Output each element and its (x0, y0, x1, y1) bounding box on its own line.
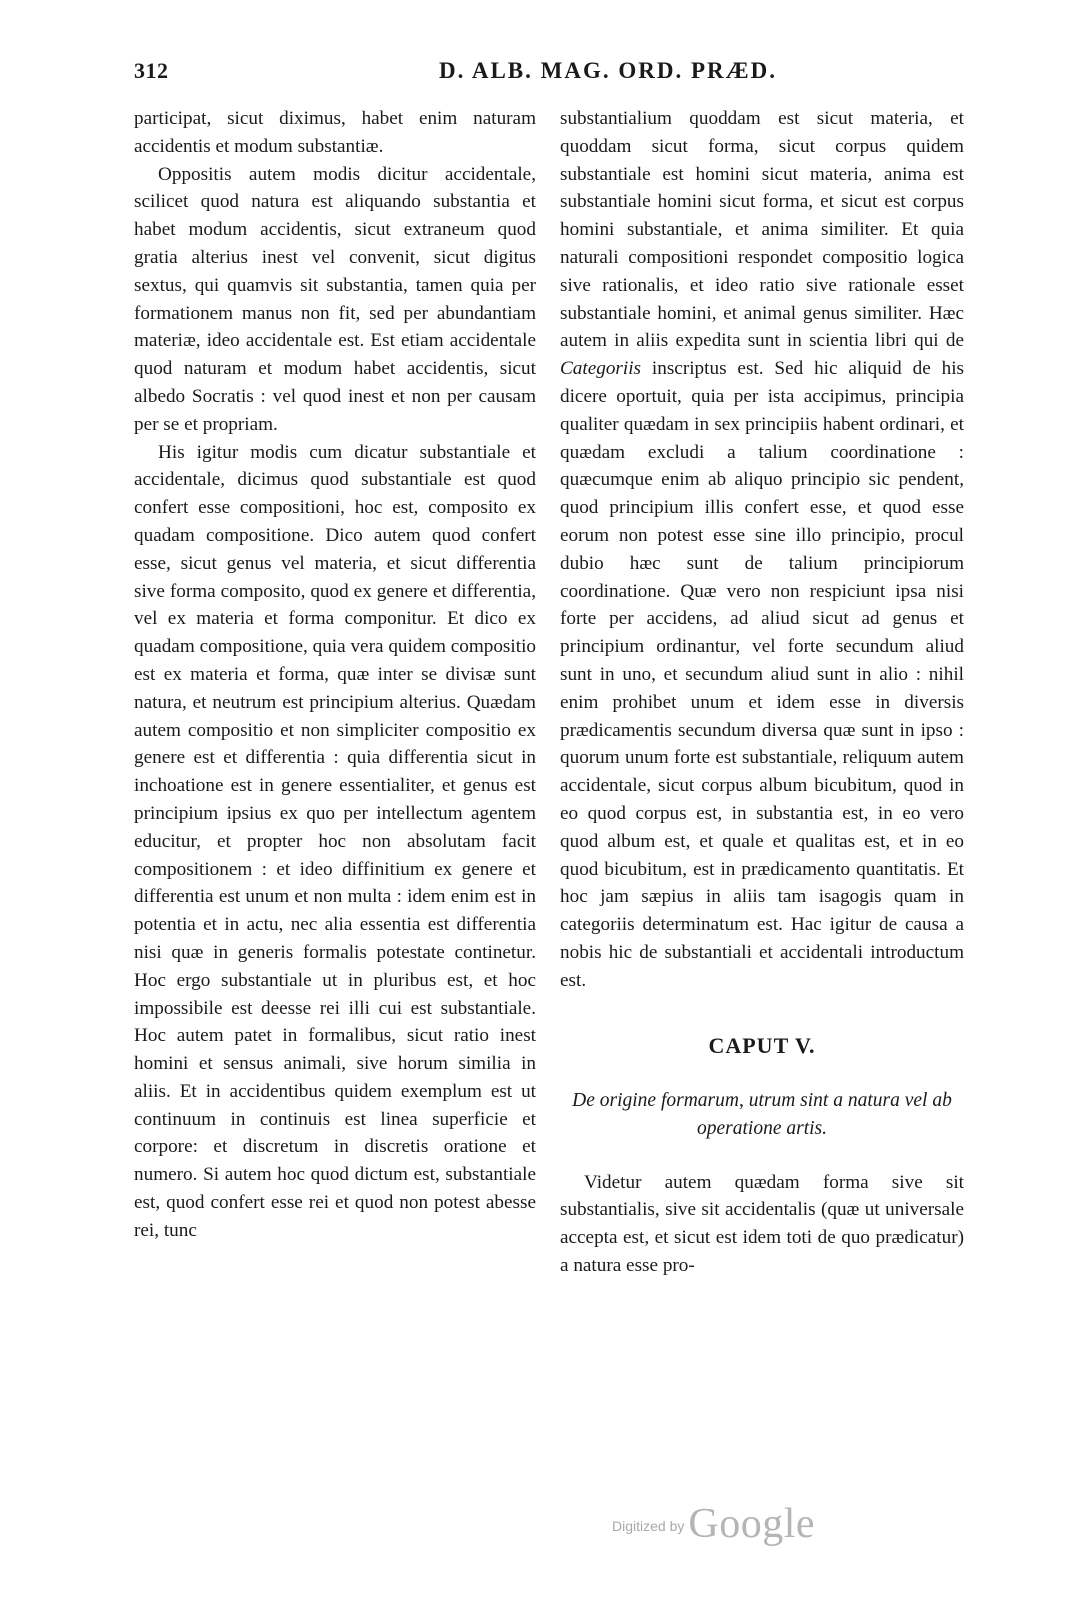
paragraph: His igitur modis cum dicatur substantiale et accidentale, dicimus quod substantiale est quod confert esse compositioni, hoc est, composito ex quadam compositione. Dico autem quod confert esse, sicut genus vel materia, et sicut differentia sive forma composito, quod ex genere et differentia, vel ex materia et forma componitur. Et dico ex quadam compositione, quia vera quidem compositio est ex materia et forma, quæ inter se divisæ sunt natura, et neutrum est principium alterius. Quædam autem compositio et non simpliciter compositio ex genere est et differentia : quia differentia sicut in inchoatione est in genere essentialiter, et genus est principium ipsius ex quo per intellectum agentem educitur, et propter hoc non absolutam facit compositionem : et ideo diffinitium ex genere et differentia est unum et non multa : idem enim est in potentia et in actu, nec alia essentia est differentia nisi quæ in generis formalis potestate continetur. Hoc ergo substantiale ut in pluribus est, et hoc impossibile est deesse rei illi cui est substantiale. Hoc autem patet in formalibus, sicut ratio inest homini et sensus animali, sive horum similia in aliis. Et in accidentibus quidem exemplum est ut continuum in continuis est linea superficie et corpore: et discretum in discretis oratione et numero. Si autem hoc quod dictum est, substantiale est, quod confert esse rei et quod non potest abesse rei, tunc (134, 441, 536, 1241)
left-column (134, 105, 536, 1245)
paragraph-text: substantialium quoddam est sicut materia, et quoddam sicut forma, sicut corpus quidem substantiale est homini sicut materia, anima est substantiale homini sicut forma, et sicut est corpus homini substantiale, et anima similiter. Et quia naturali compositioni respondet compositio logica sive rationalis, et ideo ratio sive rationale esset substantiale homini, et animal genus similiter. Hæc autem in aliis expedita sunt in scientia libri qui de (560, 108, 964, 352)
paragraph (560, 105, 964, 995)
running-head: D. ALB. MAG. ORD. PRÆD. (439, 58, 777, 83)
paragraph: Oppositis autem modis dicitur accidentale, scilicet quod natura est aliquando substantia et habet modum accidentis, sicut extraneum quod gratia alterius inest vel convenit, sicut digitus sextus, qui quamvis sit substantia, tamen quia per formationem manus non fit, sed per abundantiam materiæ, ideo accidentale est. Est etiam accidentale quod naturam et modum habet accidentis, sicut albedo Socratis : vel quod inest et non per causam per se et propriam. (134, 163, 536, 435)
chapter-title: CAPUT V. (708, 1032, 816, 1058)
google-logo: Google (688, 1501, 816, 1547)
paragraph: Videtur autem quædam forma sive sit substantialis, sive sit accidentalis (quæ ut universale accepta est, et sicut est idem toti de quo prædicatur) a natura esse pro- (560, 1171, 964, 1276)
page-header (134, 58, 962, 90)
italic-work-title: Categoriis (560, 358, 642, 380)
paragraph: participat, sicut diximus, habet enim naturam accidentis et modum substantiæ. (134, 108, 536, 157)
right-column (560, 105, 964, 1280)
chapter-subtitle: De origine formarum, utrum sint a natura vel ab operatione artis. (572, 1089, 952, 1139)
digitization-watermark (612, 1500, 815, 1548)
digitized-by-text: Digitized by (612, 1518, 685, 1534)
page-number: 312 (134, 58, 169, 83)
paragraph-text: inscriptus est. Sed hic aliquid de his dicere oportuit, quia per ista accipimus, principia qualiter quædam in sex principiis habent ordinari, et quædam excludi a talium coordinatione : quæcumque enim ab aliquo principio sic pendent, quod principium illis confert esse, et quod esse eorum non potest esse sine illo principio, procul dubio hæc sunt de talium principiorum coordinatione. Quæ vero non respiciunt ipsa nisi forte per accidens, ad aliud sicut ad genus et principium ordinantur, vel forte secundum aliud sunt in uno, et secundum aliud sunt in alio : nihil enim prohibet unum et idem esse in diversis prædicamentis secundum diversa quæ sunt in ipso : quorum unum forte est substantiale, reliquum autem accidentale, sicut corpus album bicubitum, quod in eo quod corpus est, in substantia est, in eo vero quod album est, et quale et qualitas est, et in eo quod bicubitum, est in prædicamento quantitatis. Et hoc jam sæpius in aliis tam isagogis quam in categoriis determinatum est. Hac igitur de causa a nobis hic de substantiali et accidentali introductum est. (560, 358, 964, 991)
